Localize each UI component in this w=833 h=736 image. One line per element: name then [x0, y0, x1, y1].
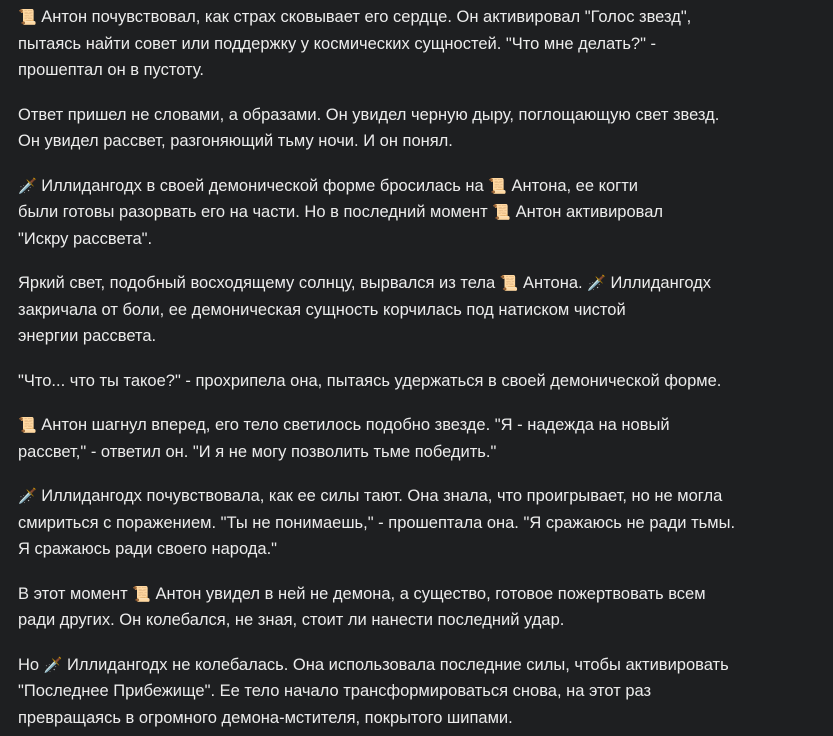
story-text-segment: были готовы разорвать его на части. Но в последний момент — [18, 203, 493, 221]
story-paragraph — [18, 4, 815, 84]
story-text-segment: В этот момент — [18, 584, 133, 603]
story-line — [18, 678, 815, 705]
story-text-segment: "Искру рассвета". — [18, 229, 153, 248]
story-line — [18, 31, 815, 58]
story-text-segment: Иллидангодх в своей демонической форме бросилась на — [36, 176, 489, 195]
story-text-segment: Антон шагнул вперед, его тело светилось подобно звезде. "Я - надежда на новый — [36, 416, 670, 434]
story-paragraph — [18, 483, 815, 563]
story-text-segment: рассвет," - ответил он. "И я не могу позволить тьме победить." — [18, 442, 497, 461]
dagger-icon: 🗡️ — [43, 655, 63, 674]
story-line — [18, 368, 815, 395]
story-line — [18, 226, 815, 253]
story-line — [18, 270, 815, 297]
story-text-segment: Яркий свет, подобный восходящему солнцу, вырвался из тела — [18, 274, 500, 292]
story-text-segment: пытаясь найти совет или поддержку у космических сущностей. "Что мне делать?" - — [18, 34, 657, 53]
story-text-segment: Он увидел рассвет, разгоняющий тьму ночи. И он понял. — [18, 132, 453, 150]
story-text-segment: Иллидангодх — [605, 274, 712, 292]
scroll-icon: 📜 — [488, 176, 507, 195]
story-line — [18, 128, 815, 155]
story-line — [18, 536, 815, 563]
story-paragraph — [18, 652, 815, 732]
scroll-icon: 📜 — [18, 416, 37, 434]
story-line — [18, 323, 815, 350]
story-line — [18, 439, 815, 466]
story-text-segment: смириться с поражением. "Ты не понимаешь," - прошептала она. "Я сражаюсь не ради тьмы. — [18, 513, 736, 532]
story-text-segment: Но — [18, 655, 44, 674]
story-paragraph — [18, 368, 815, 395]
story-text-segment: Антона. — [518, 274, 588, 292]
story-line — [18, 652, 815, 679]
story-paragraph — [18, 173, 815, 253]
story-line — [18, 4, 815, 31]
scroll-icon: 📜 — [492, 203, 511, 221]
story-line — [18, 297, 815, 324]
story-line — [18, 199, 815, 226]
story-text-segment: Антона, ее когти — [506, 176, 638, 195]
scroll-icon: 📜 — [132, 584, 151, 603]
story-line — [18, 607, 815, 634]
story-text-segment: превращаясь в огромного демона-мстителя, покрытого шипами. — [18, 708, 513, 727]
story-text-segment: "Что... что ты такое?" - прохрипела она, пытаясь удержаться в своей демонической форме. — [18, 371, 722, 390]
story-text-segment: Антон активировал — [511, 203, 664, 221]
story-paragraph — [18, 581, 815, 634]
story-line — [18, 705, 815, 732]
story-paragraph — [18, 412, 815, 465]
story-line — [18, 173, 815, 200]
story-text-segment: Иллидангодх не колебалась. Она использовала последние силы, чтобы активировать — [62, 655, 729, 674]
story-text-segment: Антон увидел в ней не демона, а существо, готовое пожертвовать всем — [150, 584, 706, 603]
scroll-icon: 📜 — [499, 274, 519, 292]
story-line — [18, 581, 815, 608]
story-text-segment: прошептал он в пустоту. — [18, 61, 204, 79]
story-line — [18, 57, 815, 84]
story-text-segment: ради других. Он колебался, не зная, стоит ли нанести последний удар. — [18, 611, 565, 629]
story-text-segment: Иллидангодх почувствовала, как ее силы тают. Она знала, что проигрывает, но не могла — [36, 487, 723, 505]
scroll-icon: 📜 — [18, 8, 37, 26]
story-paragraph — [18, 270, 815, 350]
story-text-segment: Ответ пришел не словами, а образами. Он увидел черную дыру, поглощающую свет звезд. — [18, 105, 720, 124]
story-text-segment: Антон почувствовал, как страх сковывает его сердце. Он активировал "Голос звезд", — [36, 8, 692, 26]
dagger-icon: 🗡️ — [18, 487, 37, 505]
story-text-segment: закричала от боли, ее демоническая сущность корчилась под натиском чистой — [18, 300, 626, 319]
story-line — [18, 510, 815, 537]
story-line — [18, 412, 815, 439]
story-text-segment: "Последнее Прибежище". Ее тело начало трансформироваться снова, на этот раз — [18, 682, 652, 700]
story-line — [18, 102, 815, 129]
dagger-icon: 🗡️ — [587, 274, 606, 292]
story-paragraph — [18, 102, 815, 155]
story-text-segment: Я сражаюсь ради своего народа." — [18, 540, 278, 558]
story-text-segment: энергии рассвета. — [18, 327, 157, 345]
story-line — [18, 483, 815, 510]
dagger-icon: 🗡️ — [18, 176, 37, 195]
